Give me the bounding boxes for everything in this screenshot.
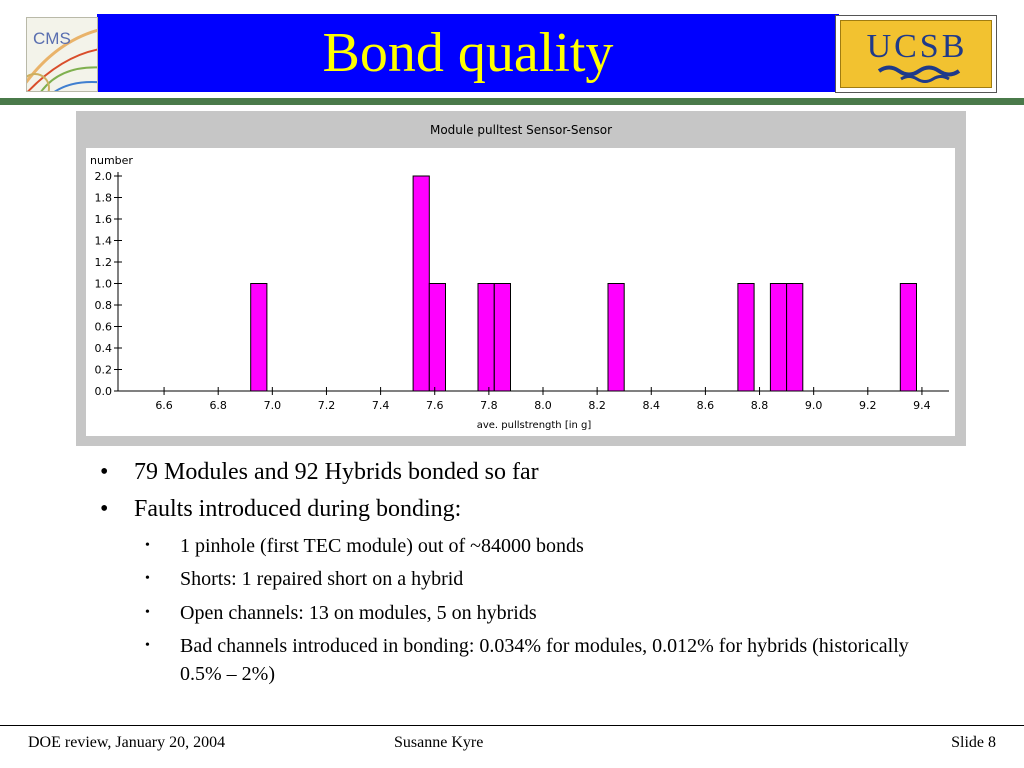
- sub-bullet-text: Bad channels introduced in bonding: 0.034% for modules, 0.012% for hybrids (historically 0.5% – 2%): [180, 635, 909, 685]
- histogram-bar: [478, 284, 494, 392]
- footer-center: Susanne Kyre: [394, 734, 484, 751]
- x-tick-label: 9.2: [859, 399, 877, 412]
- footer-left: DOE review, January 20, 2004: [28, 734, 226, 751]
- footer-right: Slide 8: [951, 734, 996, 751]
- x-tick-label: 6.6: [155, 399, 173, 412]
- y-tick-label: 0.4: [94, 342, 112, 355]
- y-tick-label: 1.0: [94, 277, 112, 291]
- x-tick-label: 8.8: [750, 399, 769, 412]
- cms-logo: [26, 17, 98, 92]
- histogram-bar: [494, 284, 510, 392]
- sub-bullet-text: Open channels: 13 on modules, 5 on hybrids: [180, 602, 537, 624]
- sub-bullet-text: Shorts: 1 repaired short on a hybrid: [180, 568, 464, 590]
- sub-bullet-marker: •: [145, 538, 150, 553]
- histogram-bar: [787, 284, 803, 392]
- bullet-text: 79 Modules and 92 Hybrids bonded so far: [134, 459, 539, 485]
- histogram-bar: [738, 284, 754, 392]
- sub-bullet-marker: •: [145, 605, 150, 620]
- x-tick-label: 9.4: [913, 399, 931, 412]
- x-tick-label: 8.6: [696, 399, 715, 412]
- x-tick-label: 7.6: [425, 399, 444, 412]
- histogram-bar: [770, 284, 786, 392]
- histogram-bar: [413, 176, 429, 391]
- x-tick-label: 7.0: [263, 399, 282, 412]
- x-tick-label: 8.0: [534, 399, 552, 412]
- histogram-bar: [900, 284, 916, 392]
- y-tick-label: 0.6: [94, 320, 112, 334]
- histogram-bar: [608, 284, 624, 392]
- cms-logo-icon: [27, 18, 98, 92]
- ucsb-logo-icon: [841, 21, 993, 89]
- footer-divider: [0, 725, 1024, 726]
- x-tick-label: 6.8: [209, 399, 227, 412]
- y-tick-label: 2.0: [94, 170, 112, 183]
- cms-logo-text: CMS: [33, 29, 71, 48]
- y-tick-label: 0.2: [94, 363, 112, 377]
- x-tick-label: 7.4: [371, 399, 390, 412]
- slide-title: Bond quality: [322, 22, 614, 84]
- header-divider: [0, 98, 1024, 105]
- bullet-marker: •: [100, 459, 109, 485]
- ucsb-logo: [835, 15, 997, 93]
- histogram-chart: [76, 111, 966, 446]
- x-tick-label: 9.0: [804, 399, 823, 412]
- x-axis-label: ave. pullstrength [in g]: [476, 420, 592, 431]
- plot-area: [86, 148, 955, 436]
- chart-title: Module pulltest Sensor-Sensor: [429, 123, 613, 137]
- x-tick-label: 7.8: [480, 399, 498, 412]
- bullet-marker: •: [100, 496, 109, 522]
- ucsb-logo-text: UCSB: [866, 28, 968, 65]
- histogram-bar: [429, 284, 445, 392]
- x-tick-label: 8.2: [588, 399, 606, 412]
- y-tick-label: 1.2: [94, 256, 112, 269]
- y-tick-label: 1.4: [94, 234, 112, 248]
- y-axis-label: number: [90, 154, 133, 167]
- sub-bullet-marker: •: [145, 571, 150, 586]
- bullet-text: Faults introduced during bonding:: [134, 496, 462, 522]
- y-tick-label: 1.8: [94, 191, 112, 205]
- y-tick-label: 0.0: [94, 385, 112, 398]
- y-tick-label: 0.8: [94, 299, 112, 312]
- sub-bullet-marker: •: [145, 638, 150, 653]
- x-tick-label: 7.2: [317, 399, 336, 412]
- histogram-bar: [251, 284, 267, 392]
- x-tick-label: 8.4: [642, 399, 661, 412]
- bullet-list: [0, 452, 1024, 712]
- y-tick-label: 1.6: [94, 213, 112, 226]
- histogram-frame: [76, 111, 966, 446]
- sub-bullet-text: 1 pinhole (first TEC module) out of ~84000 bonds: [180, 535, 584, 557]
